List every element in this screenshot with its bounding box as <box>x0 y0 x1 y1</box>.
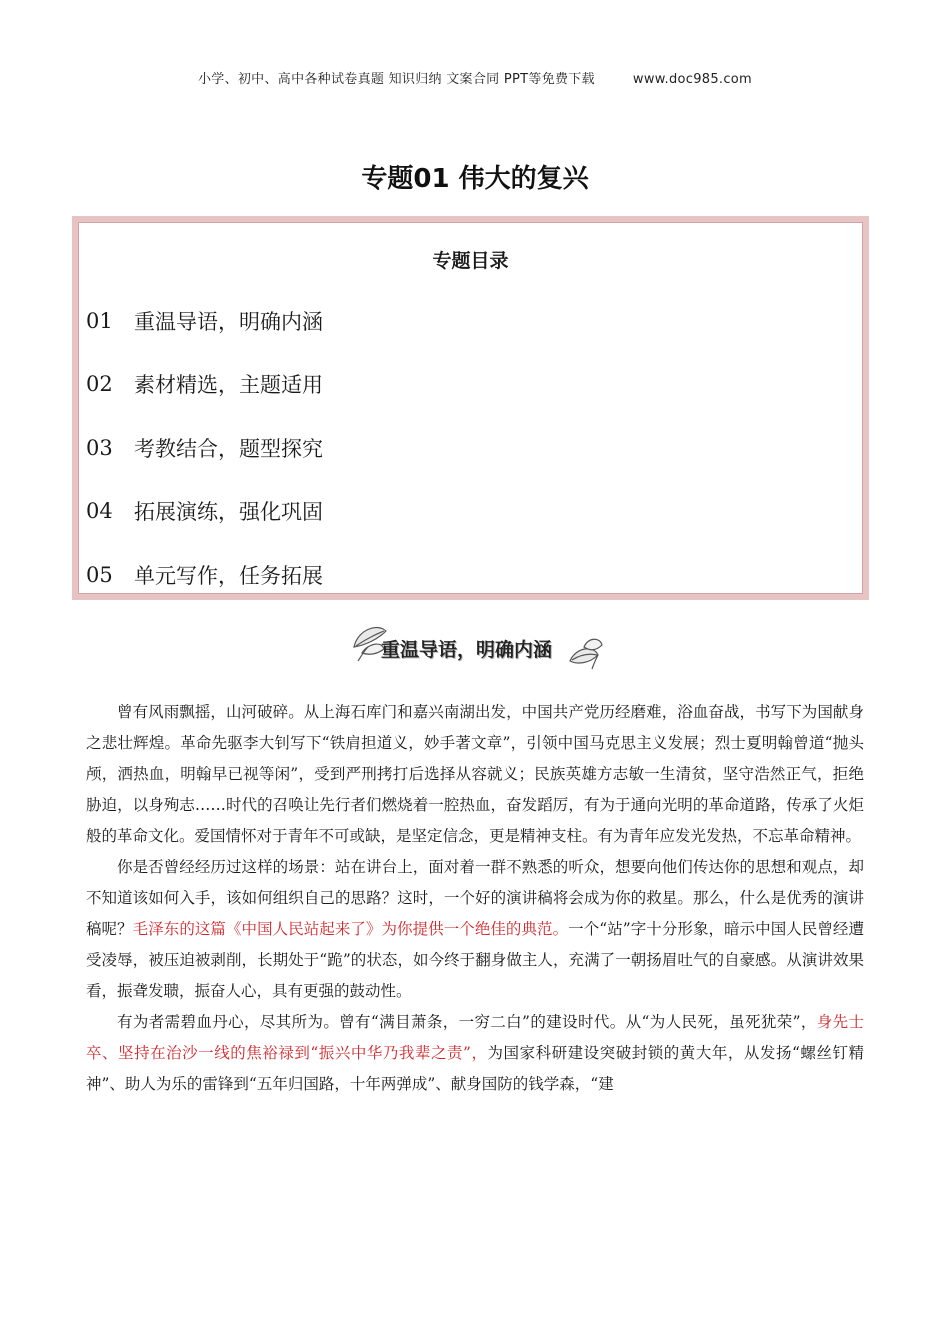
page-header <box>0 68 950 87</box>
toc-item-02[interactable] <box>86 369 323 399</box>
toc-item-03[interactable] <box>86 433 323 463</box>
toc-inner-border <box>78 222 863 594</box>
paragraph-2 <box>86 852 864 1007</box>
paragraph-2-highlight: 毛泽东的这篇《中国人民站起来了》为你提供一个绝佳的典范。 <box>132 920 569 938</box>
toc-title: 专题目录 <box>432 250 509 272</box>
table-of-contents <box>72 216 869 600</box>
toc-item-label: 拓展演练，强化巩固 <box>134 500 323 524</box>
toc-item-label: 单元写作，任务拓展 <box>134 564 323 588</box>
toc-item-label: 考教结合，题型探究 <box>134 437 323 461</box>
toc-item-number: 02 <box>86 372 113 396</box>
toc-item-05[interactable] <box>86 560 323 590</box>
banner-title: 重温导语，明确内涵 <box>381 639 553 661</box>
toc-item-01[interactable] <box>86 306 323 336</box>
toc-item-number: 03 <box>86 436 113 460</box>
paragraph-3 <box>86 1007 864 1100</box>
paragraph-2-text-b: 一个“站”字十分形象，暗示中国人民曾经遭受凌辱，被压迫被剥削，长期处于“跪”的状态，如今终于翻身做主人，充满了一朝扬眉吐气的自豪感。从演讲效果看，振聋发聩，振奋人心，具有更强的鼓动性。 <box>86 920 864 1000</box>
paragraph-3-highlight: 身先士卒、坚持在治沙一线的焦裕禄到“振兴中华乃我辈之责”， <box>86 1013 864 1062</box>
header-text: 小学、初中、高中各种试卷真题 知识归纳 文案合同 PPT等免费下载 <box>197 72 595 87</box>
page-title: 专题01 伟大的复兴 <box>361 164 589 194</box>
paragraph-1: 曾有风雨飘摇，山河破碎。从上海石库门和嘉兴南湖出发，中国共产党历经磨难，浴血奋战，书写下为国献身之悲壮辉煌。革命先驱李大钊写下“铁肩担道义，妙手著文章”，引领中国马克思主义发展；烈士夏明翰曾道“抛头颅，洒热血，明翰早已视等闲”，受到严刑拷打后选择从容就义；民族英雄方志敏一生清贫，坚守浩然正气，拒绝胁迫，以身殉志……时代的召唤让先行者们燃烧着一腔热血，奋发蹈厉，有为于通向光明的革命道路，传承了火炬般的革命文化。爱国情怀对于青年不可或缺，是坚定信念，更是精神支柱。有为青年应发光发热，不忘革命精神。 <box>86 703 864 845</box>
toc-item-number: 04 <box>86 499 113 523</box>
paragraph-3-text-b: 为国家科研建设突破封锁的黄大年，从发扬“螺丝钉精神”、助人为乐的雷锋到“五年归国路，十年两弹成”、献身国防的钱学森，“建 <box>86 1044 864 1093</box>
toc-item-04[interactable] <box>86 496 323 526</box>
toc-item-number: 01 <box>86 309 113 333</box>
article-body <box>86 697 864 1100</box>
toc-item-label: 重温导语，明确内涵 <box>134 310 323 334</box>
paragraph-2-text-a: 你是否曾经经历过这样的场景：站在讲台上，面对着一群不熟悉的听众，想要向他们传达你的思想和观点，却不知道该如何入手，该如何组织自己的思路？这时，一个好的演讲稿将会成为你的救星。那么，什么是优秀的演讲稿呢？ <box>86 858 864 938</box>
toc-item-number: 05 <box>86 563 113 587</box>
section-banner <box>348 617 608 677</box>
paragraph-3-text-a: 有为者需碧血丹心，尽其所为。曾有“满目萧条，一穷二白”的建设时代。从“为人民死，虽死犹荣”， <box>117 1013 817 1031</box>
header-site-link[interactable]: www.doc985.com <box>632 72 753 87</box>
toc-item-label: 素材精选，主题适用 <box>134 373 323 397</box>
